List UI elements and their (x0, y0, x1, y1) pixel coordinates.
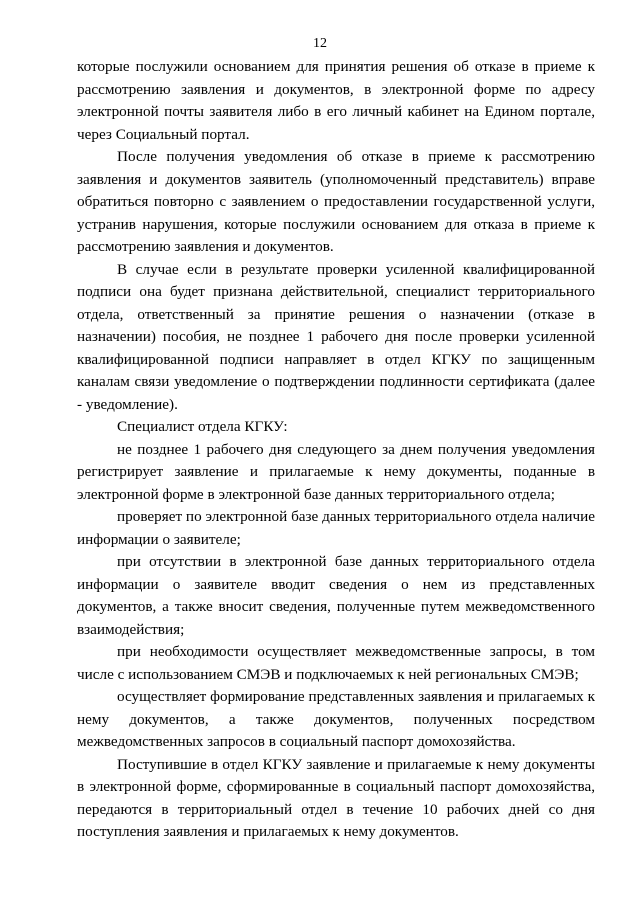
paragraph-signature-valid: В случае если в результате проверки усиленной квалифицированной подписи она будет признана действительной, специалист территориального отдела, ответственный за принятие решения о назначении (отказе в назначении) пособия, не позднее 1 рабочего дня после проверки усиленной квалифицированной подписи направляет в отдел КГКУ по защищенным каналам связи уведомление о подтверждении подлинности сертификата (далее - уведомление). (77, 260, 595, 413)
paragraph-specialist-heading: Специалист отдела КГКУ: (117, 418, 288, 435)
paragraph-refusal-repeat: После получения уведомления об отказе в приеме к рассмотрению заявления и документов заявитель (уполномоченный представитель) вправе обратиться повторно с заявлением о предоставлении государственной услуги, устранив нарушения, которые послужили основанием для отказа в приеме к рассмотрению заявления и документов. (77, 148, 595, 255)
document-body (77, 56, 595, 844)
paragraph-forms-passport: осуществляет формирование представленных заявления и прилагаемых к нему документов, а также документов, полученных посредством межведомственных запросов в социальный паспорт домохозяйства. (77, 688, 595, 750)
paragraph-transfer: Поступившие в отдел КГКУ заявление и прилагаемые к нему документы в электронной форме, сформированные в социальный паспорт домохозяйства, передаются в территориальный отдел в течение 10 рабочих дней со дня поступления заявления и прилагаемых к нему документов. (77, 755, 595, 840)
paragraph-registers: не позднее 1 рабочего дня следующего за днем получения уведомления регистрирует заявление и прилагаемые к нему документы, поданные в электронной форме в электронной базе данных территориального отдела; (77, 440, 595, 503)
page-number: 12 (313, 36, 327, 51)
paragraph-continuation: которые послужили основанием для принятия решения об отказе в приеме к рассмотрению заявления и документов, в электронной форме по адресу электронной почты заявителя либо в его личный кабинет на Едином портале, через Социальный портал. (77, 58, 595, 143)
paragraph-enters-data: при отсутствии в электронной базе данных территориального отдела информации о заявителе вводит сведения о нем из представленных документов, а также вносит сведения, полученные путем межведомственного взаимодействия; (77, 553, 595, 638)
paragraph-requests: при необходимости осуществляет межведомственные запросы, в том числе с использованием СМЭВ и подключаемых к ней региональных СМЭВ; (77, 643, 595, 683)
paragraph-checks: проверяет по электронной базе данных территориального отдела наличие информации о заявителе; (77, 508, 595, 548)
